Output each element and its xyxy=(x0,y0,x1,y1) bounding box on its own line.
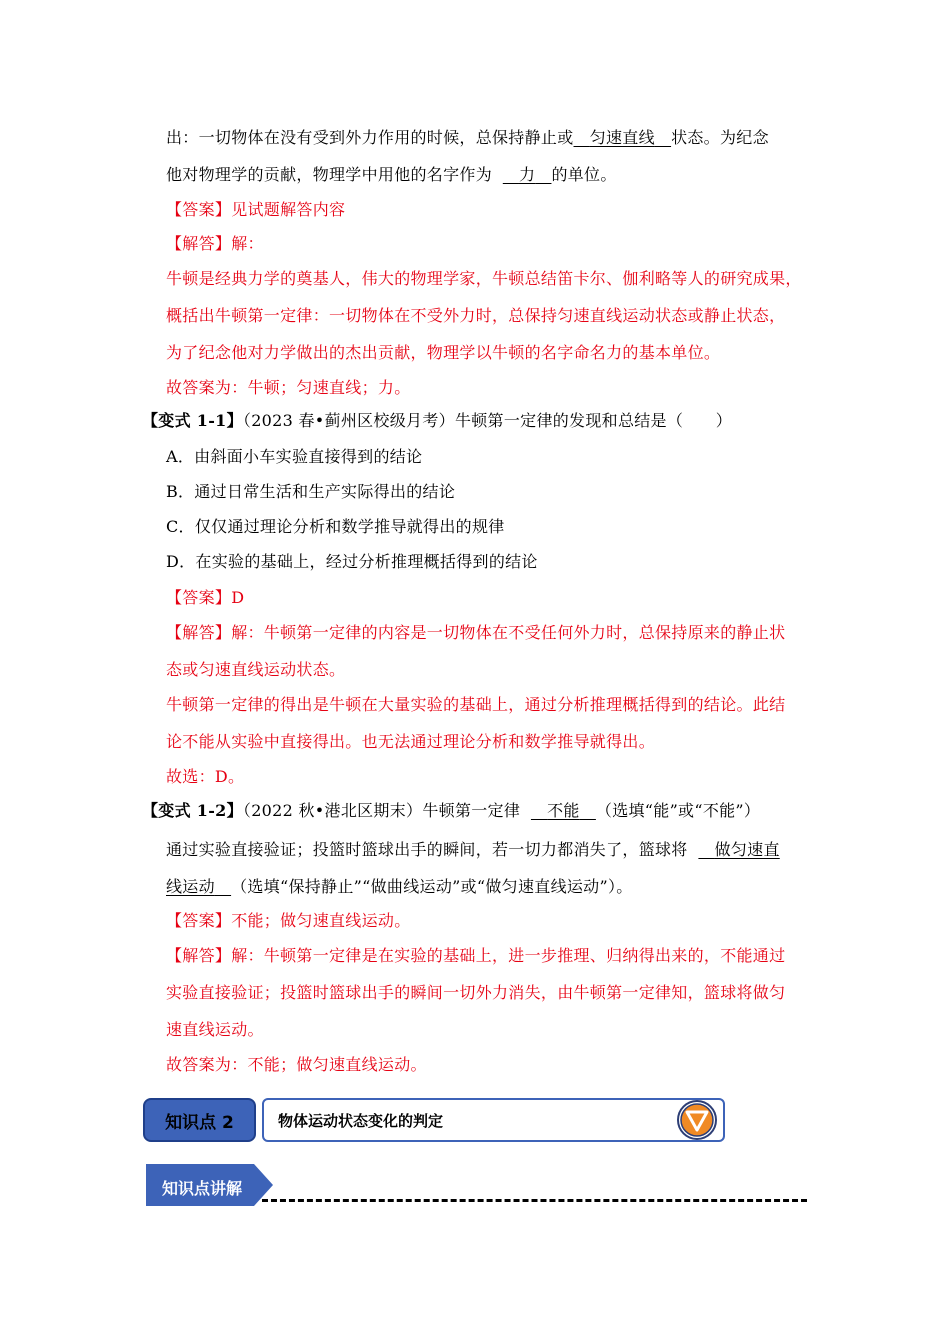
q1-solution-line-5: 故选：D。 xyxy=(166,767,245,786)
q1-solution-line-1-text: 解：牛顿第一定律的内容是一切物体在不受任何外力时，总保持原来的静止状 xyxy=(231,623,786,642)
q2-solution-line-1 xyxy=(166,945,785,967)
q0-blank-2 xyxy=(503,165,552,184)
q2-blank-2 xyxy=(698,840,779,859)
q1-answer-tag: 【答案】 xyxy=(166,588,232,607)
q0-solution-head-text: 解： xyxy=(231,234,264,253)
q2-blank-1 xyxy=(531,801,596,820)
q2-line-2-text-a: 通过实验直接验证；投篮时篮球出手的瞬间，若一切力都消失了，篮球将 xyxy=(166,840,688,859)
q1-option-c: C．仅仅通过理论分析和数学推导就得出的规律 xyxy=(166,517,505,536)
q0-blank-2-text: 力 xyxy=(518,165,536,184)
q0-line-2 xyxy=(166,164,617,186)
q2-solution-line-4: 故答案为：不能；做匀速直线运动。 xyxy=(166,1055,427,1074)
q0-line-1-text-b: 状态。为纪念 xyxy=(671,128,769,147)
q0-solution-line-3: 为了纪念他对力学做出的杰出贡献，物理学以牛顿的名字命名力的基本单位。 xyxy=(166,343,721,362)
q2-answer-tag: 【答案】 xyxy=(166,911,232,930)
section-divider xyxy=(262,1199,807,1202)
q2-line-2 xyxy=(166,839,780,861)
q0-solution-tag: 【解答】 xyxy=(166,234,232,253)
q0-line-1 xyxy=(166,127,769,149)
q0-solution-line-4: 故答案为：牛顿；匀速直线；力。 xyxy=(166,378,411,397)
q2-tag: 【变式 1-2】 xyxy=(142,801,243,820)
q2-line-1-text-b: （选填“能”或“不能”） xyxy=(595,801,761,820)
q0-answer-tag: 【答案】 xyxy=(166,200,232,219)
q2-blank-3-text: 线运动 xyxy=(166,877,215,896)
q0-solution-line-1: 牛顿是经典力学的奠基人，伟大的物理学家，牛顿总结笛卡尔、伽利略等人的研究成果， xyxy=(166,269,802,288)
q1-solution-line-1 xyxy=(166,622,785,644)
q2-solution-line-1-text: 解：牛顿第一定律是在实验的基础上，进一步推理、归纳得出来的，不能通过 xyxy=(231,946,786,965)
q2-blank-1-text: 不能 xyxy=(547,801,580,820)
q1-source: （2023 春•蓟州区校级月考） xyxy=(242,411,455,430)
q1-solution-tag: 【解答】 xyxy=(166,623,232,642)
q0-answer xyxy=(166,199,345,221)
q2-line-3 xyxy=(166,876,633,898)
q1-stem xyxy=(142,410,732,432)
knowledge-point-badge: 知识点 2 xyxy=(143,1098,256,1142)
q2-solution-line-3: 速直线运动。 xyxy=(166,1020,264,1039)
q0-blank-1 xyxy=(574,128,672,147)
q1-option-a: A．由斜面小车实验直接得到的结论 xyxy=(166,447,423,466)
q2-answer xyxy=(166,910,411,932)
q2-source: （2022 秋•港北区期末） xyxy=(242,801,423,820)
q1-stem-text: 牛顿第一定律的发现和总结是（ ） xyxy=(454,411,733,430)
q1-option-b: B．通过日常生活和生产实际得出的结论 xyxy=(166,482,456,501)
q0-answer-text: 见试题解答内容 xyxy=(231,200,346,219)
q2-blank-3 xyxy=(166,877,231,896)
q2-solution-line-2: 实验直接验证；投篮时篮球出手的瞬间一切外力消失，由牛顿第一定律知，篮球将做匀 xyxy=(166,983,786,1002)
q1-solution-line-4: 论不能从实验中直接得出。也无法通过理论分析和数学推导就得出。 xyxy=(166,732,656,751)
q0-solution-line-2: 概括出牛顿第一定律：一切物体在不受外力时，总保持匀速直线运动状态或静止状态， xyxy=(166,306,786,325)
q1-option-d: D．在实验的基础上，经过分析推理概括得到的结论 xyxy=(166,552,538,571)
q1-solution-line-2: 态或匀速直线运动状态。 xyxy=(166,660,346,679)
explanation-tab-label: 知识点讲解 xyxy=(162,1179,243,1198)
q0-solution-head xyxy=(166,233,264,255)
q0-line-2-text-b: 的单位。 xyxy=(551,165,617,184)
q2-line-1-text-a: 牛顿第一定律 xyxy=(422,801,521,820)
q2-answer-text: 不能；做匀速直线运动。 xyxy=(231,911,411,930)
q1-answer xyxy=(166,587,244,609)
chevron-down-icon-svg xyxy=(680,1103,714,1137)
knowledge-point-title-text: 物体运动状态变化的判定 xyxy=(278,1111,444,1130)
chevron-down-icon[interactable] xyxy=(677,1100,717,1140)
q2-blank-2-text: 做匀速直 xyxy=(714,840,780,859)
q2-line-3-text-b: （选填“保持静止”“做曲线运动”或“做匀速直线运动”）。 xyxy=(231,877,633,896)
q1-tag: 【变式 1-1】 xyxy=(142,411,243,430)
knowledge-point-title xyxy=(262,1098,725,1142)
q0-line-2-text-a: 他对物理学的贡献，物理学中用他的名字作为 xyxy=(166,165,493,184)
q1-answer-text: D xyxy=(231,588,245,607)
q2-solution-tag: 【解答】 xyxy=(166,946,232,965)
q2-stem xyxy=(142,800,760,822)
q0-blank-1-text: 匀速直线 xyxy=(589,128,655,147)
q1-solution-line-3: 牛顿第一定律的得出是牛顿在大量实验的基础上，通过分析推理概括得到的结论。此结 xyxy=(166,695,786,714)
q0-line-1-text-a: 出：一切物体在没有受到外力作用的时候，总保持静止或 xyxy=(166,128,574,147)
